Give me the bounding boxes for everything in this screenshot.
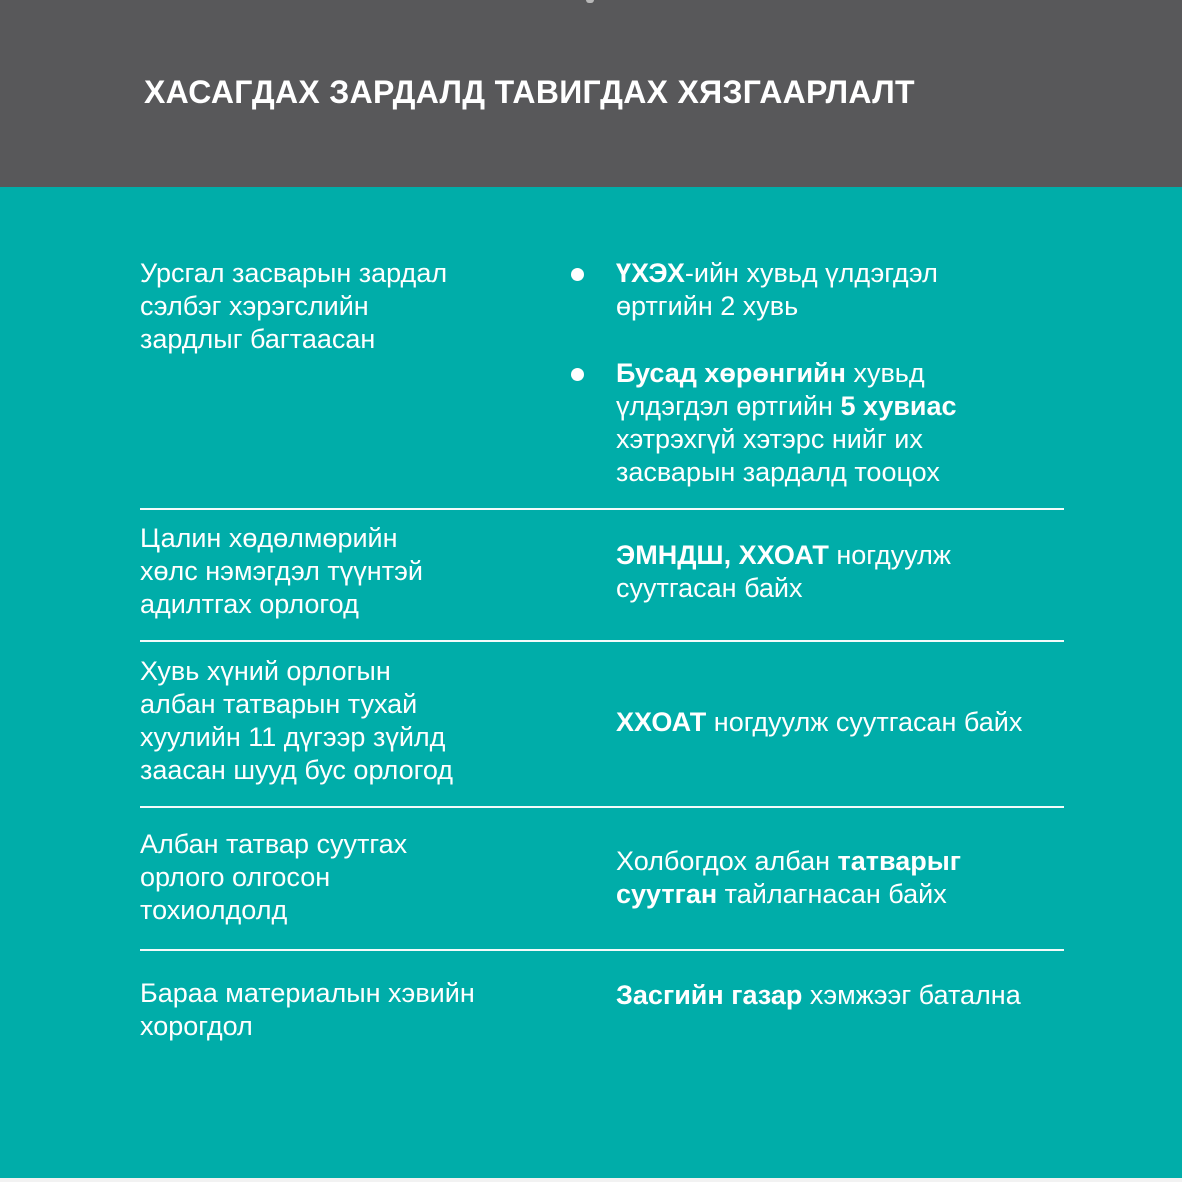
row-4-rule: Холбогдох албан татварыг суутган тайлагнасан байх	[616, 846, 962, 909]
header-notch	[586, 0, 594, 3]
row-5-rule: Засгийн газар хэмжээг батална	[616, 980, 1021, 1010]
bottom-edge-line	[0, 1178, 1182, 1182]
bullet-icon	[571, 268, 584, 281]
row-3-rule: ХХОАТ ногдуулж суутгасан байх	[616, 707, 1023, 737]
row-2-rule: ЭМНДШ, ХХОАТ ногдуулж суутгасан байх	[616, 540, 951, 603]
bullet-icon	[571, 368, 584, 381]
row-divider	[140, 806, 1064, 808]
row-2-label: Цалин хөдөлмөрийн хөлс нэмэгдэл түүнтэй адилтгах орлогод	[140, 523, 423, 619]
row-1-bullet-2: Бусад хөрөнгийн хувьд үлдэгдэл өртгийн 5 хувиас хэтрэхгүй хэтэрс нийг их засварын зардалд тооцох	[616, 358, 957, 487]
row-5-label: Бараа материалын хэвийн хорогдол	[140, 978, 475, 1041]
row-1-bullet-1: ҮХЭХ-ийн хувьд үлдэгдэл өртгийн 2 хувь	[616, 258, 938, 321]
page-title: ХАСАГДАХ ЗАРДАЛД ТАВИГДАХ ХЯЗГААРЛАЛТ	[144, 74, 915, 110]
row-4-label: Албан татвар суутгах орлого олгосон тохиолдолд	[140, 829, 408, 925]
row-divider	[140, 949, 1064, 951]
header-bar	[0, 0, 1182, 187]
row-1-label: Урсгал засварын зардал сэлбэг хэрэгслийн зардлыг багтаасан	[140, 258, 448, 354]
row-divider	[140, 508, 1064, 510]
row-divider	[140, 640, 1064, 642]
row-3-label: Хувь хүний орлогын албан татварын тухай хуулийн 11 дүгээр зүйлд заасан шууд бус орлогод	[140, 656, 454, 785]
